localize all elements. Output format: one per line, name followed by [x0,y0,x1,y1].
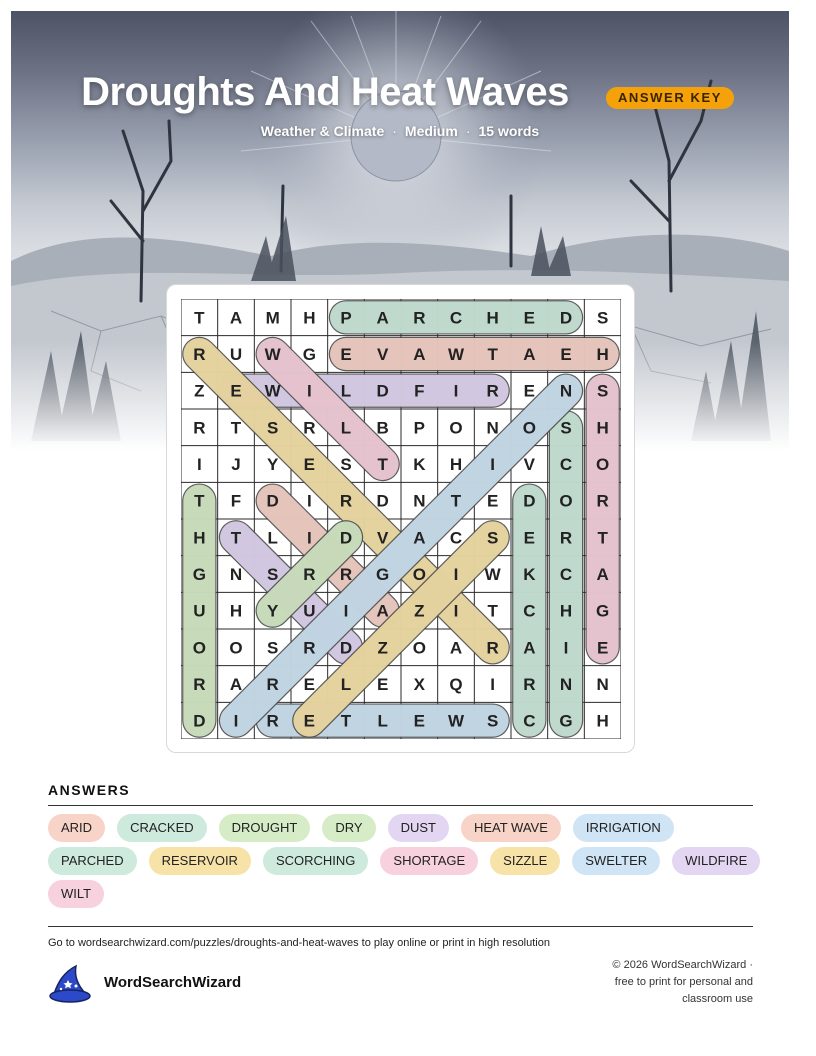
grid-cell-letter[interactable]: D [339,638,353,658]
grid-cell-letter[interactable]: G [596,601,610,621]
grid-cell-letter[interactable]: I [490,675,496,694]
grid-cell-letter[interactable]: R [339,491,353,511]
grid-cell-letter[interactable]: F [414,381,425,401]
grid-cell-letter[interactable]: X [413,675,426,694]
grid-cell-letter[interactable]: C [523,601,536,621]
answer-chip-scorching: SCORCHING [263,847,368,875]
grid-cell-letter[interactable]: A [229,308,243,328]
grid-cell-letter[interactable]: F [230,491,242,511]
grid-cell-letter[interactable]: C [449,528,463,548]
category-label: Weather & Climate [260,123,385,139]
grid-cell-letter[interactable]: R [193,418,206,438]
grid-cell-letter[interactable]: R [413,308,426,328]
grid-cell-letter[interactable]: T [450,491,462,511]
answer-chip-parched: PARCHED [48,847,137,875]
answer-chip-list [48,814,768,908]
grid-cell-letter[interactable]: O [596,455,610,474]
grid-cell-letter[interactable]: E [486,491,499,511]
grid-cell-letter[interactable]: I [453,565,459,584]
grid-cell-letter[interactable]: R [303,418,316,438]
grid-cell-letter[interactable]: H [596,418,609,438]
grid-cell-letter[interactable]: H [449,455,463,474]
answer-chip-swelter: SWELTER [572,847,660,875]
word-count-label: 15 words [478,123,540,139]
grid-cell-letter[interactable]: G [302,345,316,364]
grid-cell-letter[interactable]: A [376,601,389,621]
grid-cell-letter[interactable]: H [193,528,206,548]
grid-cell-letter[interactable]: R [559,528,573,548]
grid-cell-letter[interactable]: Z [414,601,425,621]
grid-cell-letter[interactable]: T [194,308,205,328]
copyright-notice [560,957,753,1008]
grid-cell-letter[interactable]: K [523,565,536,584]
grid-cell-letter[interactable]: A [596,565,609,584]
grid-cell-letter[interactable]: R [266,711,279,731]
grid-cell-letter[interactable]: E [523,528,536,548]
grid-cell-letter[interactable]: N [229,565,243,584]
grid-cell-letter[interactable]: T [340,711,352,731]
grid-cell-letter[interactable]: R [303,638,316,658]
grid-cell-letter[interactable]: T [194,491,205,511]
grid-cell-letter[interactable]: S [596,381,609,401]
grid-cell-letter[interactable]: H [596,711,609,731]
grid-cell-letter[interactable]: I [196,455,202,474]
grid-cell-letter[interactable]: A [229,675,243,694]
grid-cell-letter[interactable]: D [193,711,206,731]
answer-chip-heat-wave: HEAT WAVE [461,814,561,842]
grid-cell-letter[interactable]: A [376,308,389,328]
difficulty-label: Medium [404,123,458,139]
grid-cell-letter[interactable]: Z [377,638,388,658]
answer-chip-sizzle: SIZZLE [490,847,560,875]
grid-cell-letter[interactable]: K [413,455,426,474]
grid-cell-letter[interactable]: C [559,565,573,584]
answer-chip-shortage: SHORTAGE [380,847,478,875]
grid-cell-letter[interactable]: Y [266,601,279,621]
grid-cell-letter[interactable]: I [306,381,312,401]
wizard-hat-icon [48,964,94,1006]
grid-cell-letter[interactable]: W [447,345,465,364]
answer-chip-cracked: CRACKED [117,814,207,842]
grid-cell-letter[interactable]: P [413,418,426,438]
grid-cell-letter[interactable]: O [559,491,573,511]
grid-cell-letter[interactable]: L [340,675,352,694]
grid-cell-letter[interactable]: O [192,638,206,658]
grid-cell-letter[interactable]: R [303,565,316,584]
grid-cell-letter[interactable]: Z [194,381,205,401]
grid-cell-letter[interactable]: O [229,638,243,658]
grid-cell-letter[interactable]: S [266,638,279,658]
grid-cell-letter[interactable]: U [193,601,206,621]
word-search-grid[interactable] [181,299,621,739]
grid-cell-letter[interactable]: D [339,528,353,548]
grid-cell-letter[interactable]: E [303,711,316,731]
grid-cell-letter[interactable]: D [376,381,389,401]
grid-cell-letter[interactable]: U [229,345,243,364]
grid-cell-letter[interactable]: C [523,711,536,731]
play-online-link[interactable]: Go to wordsearchwizard.com/puzzles/droughts-and-heat-waves to play online or print in high resolution [48,937,550,949]
answers-heading: ANSWERS [48,782,131,798]
grid-cell-letter[interactable]: T [487,601,498,621]
grid-cell-letter[interactable]: D [523,491,536,511]
grid-cell-letter[interactable]: W [447,711,465,731]
grid-cell-letter[interactable]: S [486,711,499,731]
grid-cell-letter[interactable]: I [453,381,459,401]
grid-cell-letter[interactable]: A [449,638,463,658]
grid-cell-letter[interactable]: I [453,601,459,621]
brand-name: WordSearchWizard [104,974,242,991]
grid-cell-letter[interactable]: N [559,675,573,694]
grid-cell-letter[interactable]: E [303,455,316,474]
grid-cell-letter[interactable]: S [560,418,572,438]
grid-cell-letter[interactable]: R [486,638,499,658]
grid-cell-letter[interactable]: T [377,455,388,474]
grid-cell-letter[interactable]: R [523,675,536,694]
grid-cell-letter[interactable]: E [303,675,316,694]
grid-cell-letter[interactable]: I [306,528,312,548]
grid-cell-letter[interactable]: E [340,345,352,364]
grid-cell-letter[interactable]: S [486,528,499,548]
grid-cell-letter[interactable]: H [303,308,316,328]
grid-cell-letter[interactable]: O [412,638,426,658]
grid-cell-letter[interactable]: I [343,601,349,621]
copyright-line: © 2026 WordSearchWizard · [612,959,753,971]
grid-cell-letter[interactable]: S [596,308,609,328]
answer-chip-dry: DRY [322,814,375,842]
grid-cell-letter[interactable]: A [523,638,536,658]
grid-cell-letter[interactable]: G [376,565,390,584]
grid-cell-letter[interactable]: E [413,711,426,731]
grid-cell-letter[interactable]: N [559,381,573,401]
grid-cell-letter[interactable]: H [229,601,243,621]
answer-chip-drought: DROUGHT [219,814,311,842]
grid-cell-letter[interactable]: V [523,455,536,474]
grid-cell-letter[interactable]: O [449,418,463,438]
answer-chip-reservoir: RESERVOIR [149,847,251,875]
grid-cell-letter[interactable]: C [559,455,573,474]
answer-chip-wilt: WILT [48,880,104,908]
grid-cell-letter[interactable]: H [486,308,499,328]
grid-cell-letter[interactable]: L [377,711,388,731]
grid-cell-letter[interactable]: P [340,308,352,328]
answer-chip-arid: ARID [48,814,105,842]
grid-cell-letter[interactable]: S [266,418,279,438]
grid-cell-letter[interactable]: E [230,381,242,401]
grid-cell-letter[interactable]: L [340,418,352,438]
grid-cell-letter[interactable]: E [376,675,389,694]
grid-cell-letter[interactable]: S [266,565,279,584]
grid-cell-letter[interactable]: N [486,418,499,438]
copyright-line: classroom use [682,993,753,1005]
grid-cell-letter[interactable]: E [596,638,609,658]
grid-cell-letter[interactable]: I [490,455,496,474]
grid-cell-letter[interactable]: T [487,345,498,364]
grid-cell-letter[interactable]: T [230,418,242,438]
footer-divider [48,926,753,927]
grid-cell-letter[interactable]: A [413,528,426,548]
grid-cell-letter[interactable]: V [376,345,389,364]
copyright-line: free to print for personal and [614,976,753,988]
separator-dot: · [392,123,397,139]
grid-cell-letter[interactable]: E [523,381,536,401]
grid-cell-letter[interactable]: W [484,565,501,584]
grid-cell-letter[interactable]: N [413,491,426,511]
grid-cell-letter[interactable]: L [267,528,278,548]
grid-cell-letter[interactable]: E [523,308,536,328]
grid-cell-letter[interactable]: R [266,675,279,694]
grid-cell-letter[interactable]: L [340,381,352,401]
answer-key-badge: ANSWER KEY [606,87,734,109]
answer-chip-wildfire: WILDFIRE [672,847,760,875]
grid-cell-letter[interactable]: T [230,528,242,548]
grid-cell-letter[interactable]: I [233,711,239,731]
grid-cell-letter[interactable]: B [376,418,389,438]
grid-cell-letter[interactable]: M [265,308,280,328]
grid-cell-letter[interactable]: C [449,308,463,328]
separator-dot: · [465,123,471,139]
grid-cell-letter[interactable]: G [559,711,573,731]
grid-cell-letter[interactable]: Y [266,455,279,474]
answers-divider [48,805,753,806]
grid-cell-letter[interactable]: V [376,528,389,548]
grid-cell-letter[interactable]: H [559,601,573,621]
grid-cell-letter[interactable]: R [596,491,609,511]
grid-cell-letter[interactable]: A [523,345,536,364]
grid-cell-letter[interactable]: R [486,381,499,401]
grid-cell-letter[interactable]: W [264,381,281,401]
answer-chip-dust: DUST [388,814,449,842]
grid-cell-letter[interactable]: W [264,345,281,364]
grid-cell-letter[interactable]: U [303,601,316,621]
grid-cell-letter[interactable]: G [192,565,206,584]
grid-cell-letter[interactable]: D [266,491,279,511]
grid-cell-letter[interactable]: R [193,345,206,364]
grid-cell-letter[interactable]: H [596,345,609,364]
grid-cell-letter[interactable]: D [559,308,573,328]
grid-cell-letter[interactable]: T [597,528,608,548]
grid-cell-letter[interactable]: I [306,491,312,511]
grid-cell-letter[interactable]: E [560,345,572,364]
grid-cell-letter[interactable]: S [340,455,352,474]
grid-cell-letter[interactable]: I [563,638,569,658]
grid-cell-letter[interactable]: Q [449,675,463,694]
grid-cell-letter[interactable]: R [193,675,206,694]
grid-cell-letter[interactable]: D [376,491,389,511]
page-title: Droughts And Heat Waves [81,70,569,114]
answer-chip-irrigation: IRRIGATION [573,814,674,842]
grid-cell-letter[interactable]: J [231,455,241,474]
grid-cell-letter[interactable]: R [339,565,353,584]
grid-cell-letter[interactable]: O [522,418,536,438]
grid-cell-letter[interactable]: N [596,675,609,694]
grid-cell-letter[interactable]: A [413,345,426,364]
grid-cell-letter[interactable]: O [412,565,426,584]
puzzle-meta [0,123,800,139]
